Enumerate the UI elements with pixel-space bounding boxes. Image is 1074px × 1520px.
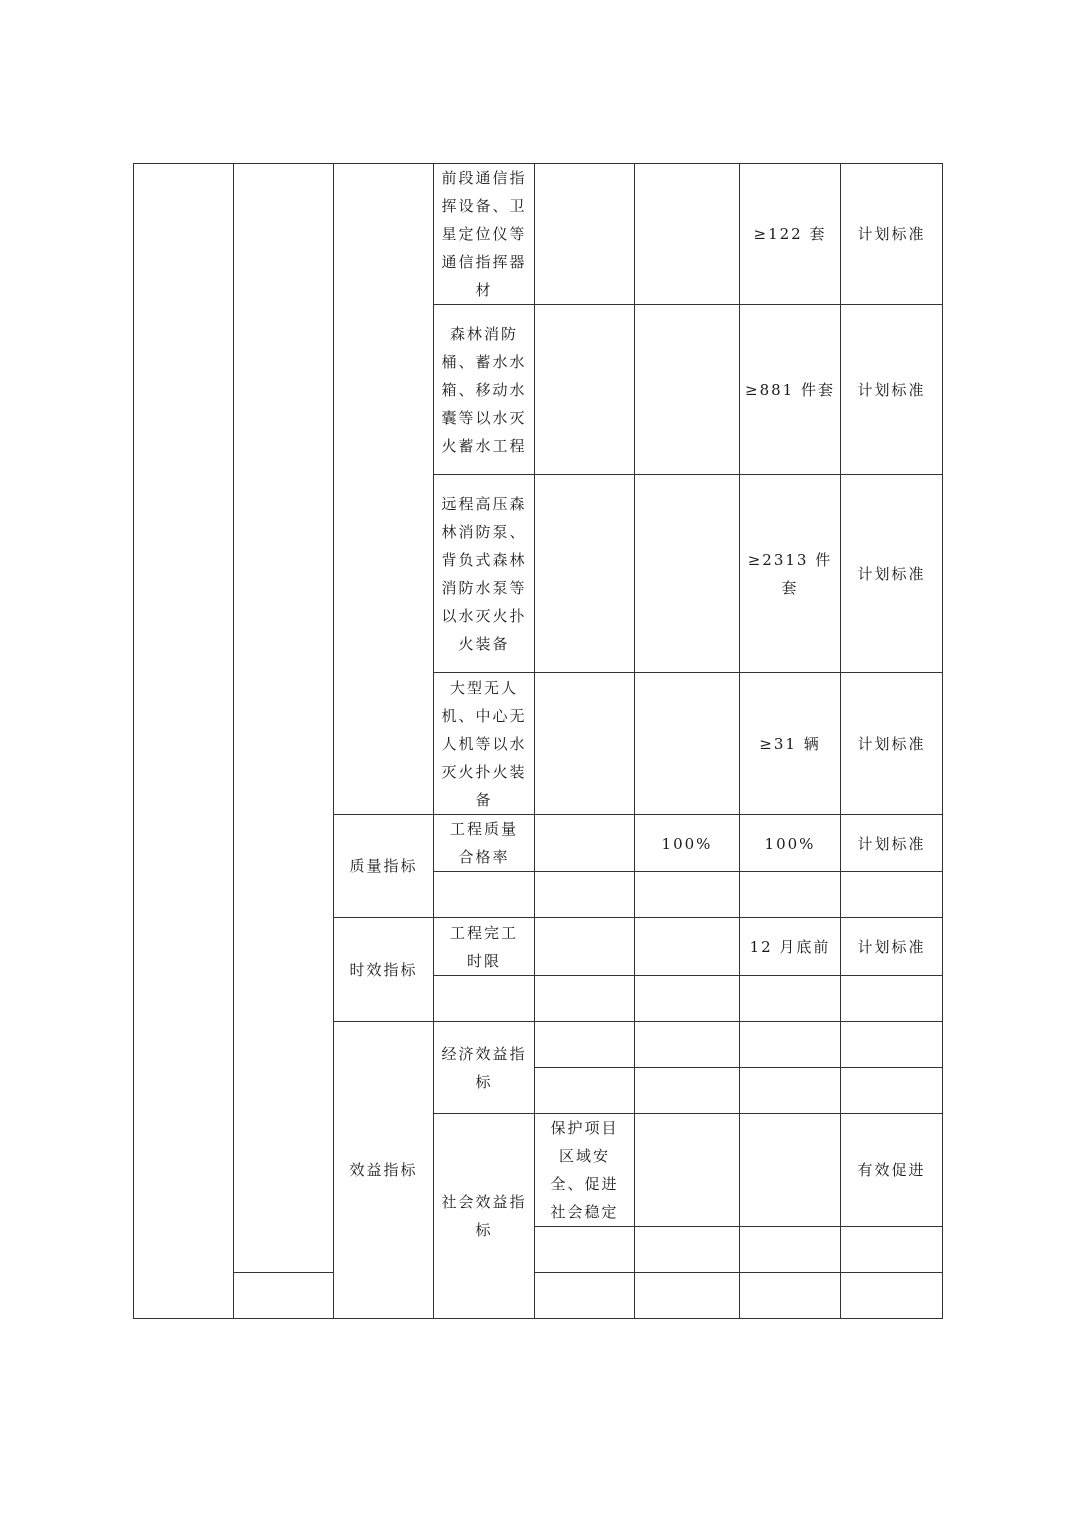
target-value: ≥122 套 [740, 164, 841, 305]
blank-cell [740, 1114, 841, 1227]
blank-cell [841, 1068, 943, 1114]
blank-cell [635, 1227, 740, 1273]
blank-cell [740, 1273, 841, 1319]
basis-value: 计划标准 [841, 305, 943, 475]
table-row [134, 1273, 943, 1319]
blank-cell [535, 1022, 635, 1068]
blank-cell [841, 976, 943, 1022]
blank-cell [841, 1227, 943, 1273]
benefit-indicator-label: 效益指标 [334, 1022, 434, 1319]
blank-cell [635, 475, 740, 673]
blank-cell [535, 815, 635, 872]
indicator-description: 前段通信指挥设备、卫星定位仪等通信指挥器材 [434, 164, 535, 305]
blank-cell [635, 1022, 740, 1068]
performance-indicator-table [133, 163, 943, 1319]
basis-value: 计划标准 [841, 673, 943, 815]
indicator-description: 工程完工时限 [434, 918, 535, 976]
blank-quantity-indicator-cell [334, 164, 434, 815]
target-value: ≥881 件套 [740, 305, 841, 475]
table-row [134, 164, 943, 305]
blank-cell [635, 305, 740, 475]
blank-cell [535, 1273, 635, 1319]
target-value: ≥2313 件套 [740, 475, 841, 673]
blank-first-column-cell [134, 164, 234, 1319]
blank-cell [535, 1227, 635, 1273]
basis-value: 计划标准 [841, 164, 943, 305]
blank-cell [434, 976, 535, 1022]
basis-value: 计划标准 [841, 475, 943, 673]
timeliness-indicator-label: 时效指标 [334, 918, 434, 1022]
blank-cell [535, 673, 635, 815]
blank-cell [234, 1273, 334, 1319]
indicator-description: 远程高压森林消防泵、背负式森林消防水泵等以水灭火扑火装备 [434, 475, 535, 673]
current-value: 100% [635, 815, 740, 872]
blank-cell [535, 305, 635, 475]
blank-cell [535, 1068, 635, 1114]
blank-cell [535, 918, 635, 976]
target-value: 有效促进 [841, 1114, 943, 1227]
target-value: 100% [740, 815, 841, 872]
blank-cell [535, 164, 635, 305]
blank-cell [635, 1068, 740, 1114]
blank-cell [740, 872, 841, 918]
indicator-description: 工程质量合格率 [434, 815, 535, 872]
blank-cell [740, 1068, 841, 1114]
target-value: ≥31 辆 [740, 673, 841, 815]
blank-cell [841, 1273, 943, 1319]
blank-cell [740, 976, 841, 1022]
basis-value: 计划标准 [841, 815, 943, 872]
blank-cell [841, 1022, 943, 1068]
blank-cell [434, 872, 535, 918]
blank-cell [740, 1227, 841, 1273]
indicator-description: 大型无人机、中心无人机等以水灭火扑火装备 [434, 673, 535, 815]
blank-cell [535, 475, 635, 673]
blank-cell [635, 673, 740, 815]
blank-cell [535, 976, 635, 1022]
blank-cell [635, 872, 740, 918]
blank-cell [535, 872, 635, 918]
blank-cell [635, 164, 740, 305]
basis-value: 计划标准 [841, 918, 943, 976]
social-benefit-label: 社会效益指标 [434, 1114, 535, 1319]
blank-cell [635, 918, 740, 976]
target-value: 12 月底前 [740, 918, 841, 976]
blank-output-category-cell [234, 164, 334, 1273]
blank-cell [635, 1273, 740, 1319]
indicator-description: 森林消防桶、蓄水水箱、移动水囊等以水灭火蓄水工程 [434, 305, 535, 475]
indicator-description: 保护项目区域安全、促进社会稳定 [535, 1114, 635, 1227]
blank-cell [841, 872, 943, 918]
blank-cell [635, 976, 740, 1022]
quality-indicator-label: 质量指标 [334, 815, 434, 918]
economic-benefit-label: 经济效益指标 [434, 1022, 535, 1114]
blank-cell [740, 1022, 841, 1068]
blank-cell [635, 1114, 740, 1227]
